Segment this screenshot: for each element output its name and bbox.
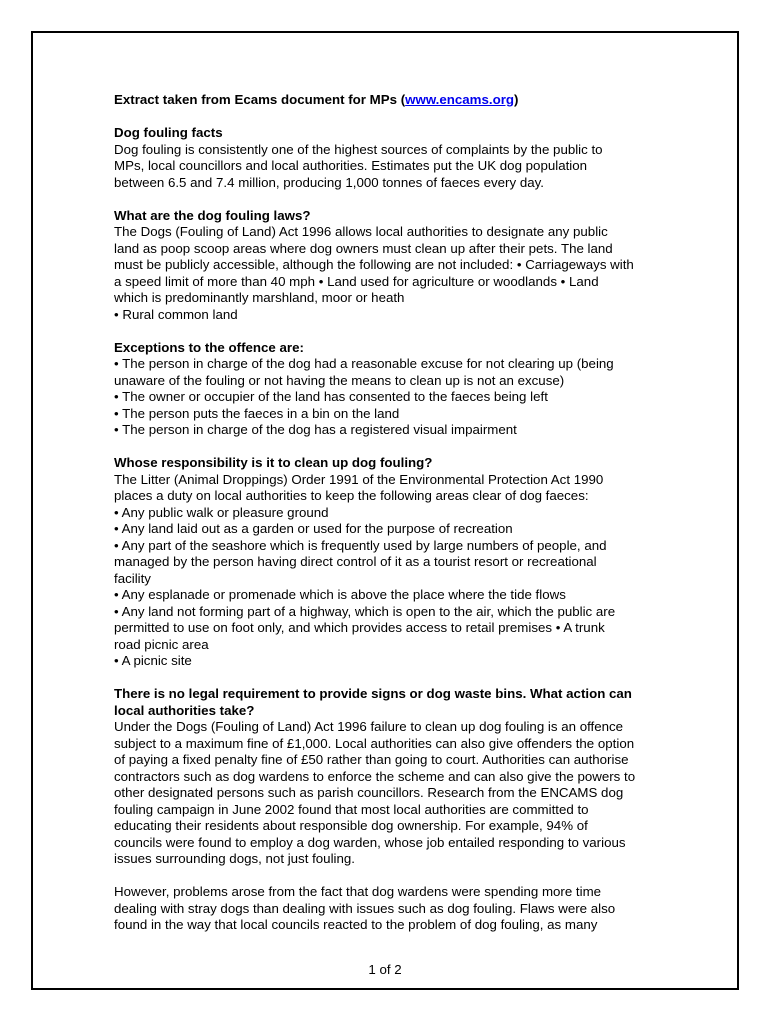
text-line: must be publicly accessible, although the following are not included: • Carriageways with (114, 257, 634, 272)
text-line: The Litter (Animal Droppings) Order 1991 of the Environmental Protection Act 1990 (114, 471, 604, 487)
text-line: • The person in charge of the dog had a reasonable excuse for not clearing up (being (114, 356, 614, 371)
section-heading: There is no legal requirement to provide signs or dog waste bins. What action can (114, 686, 632, 701)
text-line: • Rural common land (114, 306, 238, 322)
text-line: Dog fouling is consistently one of the highest sources of complaints by the public to (114, 141, 603, 157)
text-line: Under the Dogs (Fouling of Land) Act 1996 failure to clean up dog fouling is an offence (114, 719, 624, 734)
text-line: issues surrounding dogs, not just fouling. (114, 851, 355, 866)
text-line: However, problems arose from the fact that dog wardens were spending more time (114, 884, 602, 899)
text-line: • Any part of the seashore which is frequently used by large numbers of people, and (114, 537, 607, 553)
text-line: dealing with stray dogs than dealing with issues such as dog fouling. Flaws were also (114, 900, 616, 916)
page-number: 1 of 2 (368, 962, 402, 977)
text-line: a speed limit of more than 40 mph • Land used for agriculture or woodlands • Land (114, 273, 599, 289)
text-line: educating their residents about responsible dog ownership. For example, 94% of (114, 818, 588, 833)
text-line: fouling campaign in June 2002 found that most local authorities are committed to (114, 801, 589, 817)
text-line: councils were found to employ a dog warden, whose job entailed responding to various (114, 834, 626, 850)
text-line: • Any land not forming part of a highway, which is open to the air, which the public are (114, 603, 616, 619)
document-title (114, 92, 674, 109)
section-legal-requirement (114, 686, 674, 868)
section-however (114, 884, 674, 934)
text-line: • Any land laid out as a garden or used for the purpose of recreation (114, 521, 513, 536)
text-line: other designated persons such as parish councillors. Research from the ENCAMS dog (114, 785, 624, 800)
text-line: • The person in charge of the dog has a registered visual impairment (114, 422, 517, 437)
title-prefix: Extract taken from Ecams document for MPs ( (114, 92, 406, 107)
text-line: MPs, local councillors and local authorities. Estimates put the UK dog population (114, 158, 588, 173)
section-heading: Whose responsibility is it to clean up dog fouling? (114, 455, 433, 470)
text-line: land as poop scoop areas where dog owners must clean up after their pets. The land (114, 240, 613, 256)
text-line: permitted to use on foot only, and which provides access to retail premises • A trunk (114, 620, 605, 635)
text-line: • The person puts the faeces in a bin on the land (114, 405, 400, 421)
title-suffix: ) (514, 92, 519, 107)
section-heading: local authorities take? (114, 702, 255, 718)
text-line: The Dogs (Fouling of Land) Act 1996 allows local authorities to designate any public (114, 224, 608, 239)
section-exceptions (114, 340, 674, 439)
text-line: road picnic area (114, 636, 209, 652)
document-body (114, 92, 674, 950)
section-responsibility (114, 455, 674, 670)
section-dog-fouling-facts (114, 125, 674, 191)
section-heading: Dog fouling facts (114, 125, 223, 140)
text-line: facility (114, 570, 151, 586)
text-line: • A picnic site (114, 653, 192, 668)
encams-link[interactable]: www.encams.org (405, 92, 515, 107)
text-line: managed by the person having direct control of it as a tourist resort or recreational (114, 554, 597, 569)
text-line: subject to a maximum fine of £1,000. Local authorities can also give offenders the option (114, 735, 635, 751)
section-heading: Exceptions to the offence are: (114, 339, 304, 355)
text-line: contractors such as dog wardens to enforce the scheme and can also give the powers to (114, 768, 636, 784)
text-line: of paying a fixed penalty fine of £50 rather than going to court. Authorities can authorise (114, 752, 629, 767)
text-line: found in the way that local councils reacted to the problem of dog fouling, as many (114, 917, 598, 932)
text-line: places a duty on local authorities to keep the following areas clear of dog faeces: (114, 488, 589, 503)
text-line: between 6.5 and 7.4 million, producing 1,000 tonnes of faeces every day. (114, 174, 544, 190)
text-line: unaware of the fouling or not having the means to clean up is not an excuse) (114, 372, 565, 388)
section-dog-fouling-laws (114, 208, 674, 324)
text-line: which is predominantly marshland, moor or heath (114, 290, 405, 305)
section-heading: What are the dog fouling laws? (114, 207, 311, 223)
text-line: • The owner or occupier of the land has consented to the faeces being left (114, 389, 548, 404)
text-line: • Any public walk or pleasure ground (114, 504, 329, 520)
text-line: • Any esplanade or promenade which is above the place where the tide flows (114, 587, 566, 602)
